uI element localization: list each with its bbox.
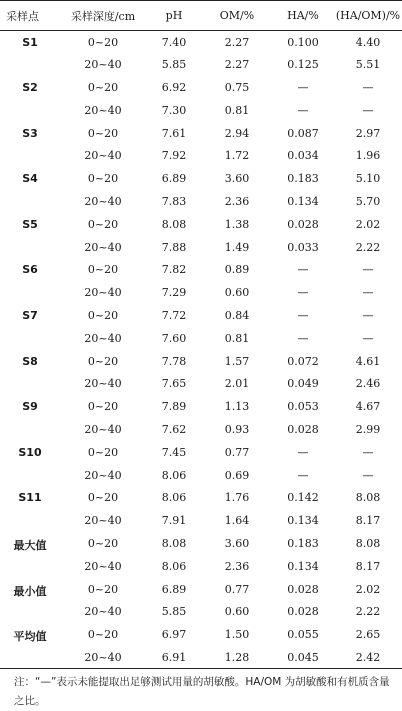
cell-om: 1.57 xyxy=(224,354,250,368)
cell-om: 1.50 xyxy=(224,628,250,642)
header-ph: pH xyxy=(146,1,202,31)
cell-om: 1.13 xyxy=(224,400,250,414)
cell-om: 0.60 xyxy=(224,605,250,619)
cell-ph: 7.45 xyxy=(161,445,187,459)
cell-site: S7 xyxy=(22,309,38,323)
cell-ha: — xyxy=(297,445,309,459)
cell-site xyxy=(0,646,60,669)
cell-ratio: 1.96 xyxy=(355,149,381,163)
cell-ha: — xyxy=(297,103,309,117)
cell-depth: 20~40 xyxy=(84,559,122,573)
cell-depth: 20~40 xyxy=(84,422,122,436)
cell-om: 1.76 xyxy=(224,491,250,505)
table-row xyxy=(0,327,402,350)
cell-ph: 6.89 xyxy=(161,172,187,186)
cell-ph: 7.60 xyxy=(161,331,187,345)
cell-ph: 7.29 xyxy=(161,286,187,300)
cell-ha: 0.142 xyxy=(287,491,319,505)
table-row xyxy=(0,623,402,646)
cell-ratio: 2.42 xyxy=(334,646,402,669)
table-footnote: 注：“—”表示未能提取出足够测试用量的胡敏酸。HA/OM 为胡敏酸和有机质含量之比。 xyxy=(14,676,390,708)
cell-ha: 0.134 xyxy=(287,559,319,573)
header-sampling-point: 采样点 xyxy=(0,1,60,31)
cell-ph: 7.92 xyxy=(161,149,187,163)
cell-om: 0.84 xyxy=(224,308,250,322)
cell-ha: — xyxy=(297,286,309,300)
cell-ratio: — xyxy=(362,80,374,94)
table-row xyxy=(0,258,402,281)
cell-ha: 0.100 xyxy=(287,35,319,49)
cell-om: 0.75 xyxy=(224,80,250,94)
cell-depth: 20~40 xyxy=(60,646,146,669)
table-row xyxy=(0,578,402,601)
cell-ha: — xyxy=(297,263,309,277)
cell-depth: 0~20 xyxy=(87,536,119,550)
table-row xyxy=(0,281,402,304)
table-row xyxy=(0,395,402,418)
cell-om: 1.64 xyxy=(224,514,250,528)
cell-om: 1.72 xyxy=(224,149,250,163)
cell-ratio: 2.99 xyxy=(355,422,381,436)
cell-site xyxy=(0,464,60,487)
cell-ratio: 5.10 xyxy=(355,172,381,186)
header-sampling-depth: 采样深度/cm xyxy=(60,1,146,31)
table-row xyxy=(0,509,402,532)
cell-om: 0.81 xyxy=(224,103,250,117)
cell-site: S2 xyxy=(22,81,38,95)
cell-ratio: 2.46 xyxy=(355,377,381,391)
cell-site: 最大值 xyxy=(13,539,47,553)
cell-depth: 20~40 xyxy=(84,468,122,482)
cell-om: 0.60 xyxy=(224,286,250,300)
cell-ph: 8.06 xyxy=(161,491,187,505)
cell-depth: 0~20 xyxy=(87,263,119,277)
cell-ha: — xyxy=(297,331,309,345)
cell-site: S6 xyxy=(22,263,38,277)
cell-site xyxy=(0,99,60,122)
cell-ha: 0.183 xyxy=(287,536,319,550)
cell-ratio: 2.65 xyxy=(355,628,381,642)
cell-ha: 0.028 xyxy=(287,605,319,619)
cell-ph: 6.92 xyxy=(161,80,187,94)
table-row xyxy=(0,555,402,578)
cell-ph: 8.08 xyxy=(161,217,187,231)
cell-ph: 5.85 xyxy=(161,605,187,619)
cell-ha: 0.034 xyxy=(287,149,319,163)
cell-om: 2.01 xyxy=(224,377,250,391)
table-row xyxy=(0,31,402,54)
cell-site: S4 xyxy=(22,172,38,186)
cell-depth: 20~40 xyxy=(84,514,122,528)
cell-depth: 20~40 xyxy=(84,194,122,208)
cell-ph: 7.62 xyxy=(161,422,187,436)
cell-ph: 7.78 xyxy=(161,354,187,368)
cell-ph: 8.06 xyxy=(161,468,187,482)
cell-ph: 8.06 xyxy=(161,559,187,573)
header-ha-om-ratio: (HA/OM)/% xyxy=(334,1,402,31)
table-row xyxy=(0,372,402,395)
cell-depth: 20~40 xyxy=(84,58,122,72)
cell-om: 2.27 xyxy=(224,35,250,49)
cell-depth: 20~40 xyxy=(84,103,122,117)
table-row xyxy=(0,646,402,669)
cell-ph: 6.97 xyxy=(161,628,187,642)
cell-ph: 7.40 xyxy=(161,35,187,49)
cell-ha: — xyxy=(297,468,309,482)
table-row xyxy=(0,304,402,327)
cell-ratio: 8.08 xyxy=(355,536,381,550)
cell-site xyxy=(0,372,60,395)
cell-depth: 0~20 xyxy=(87,172,119,186)
table-row xyxy=(0,99,402,122)
cell-site xyxy=(0,236,60,259)
cell-site xyxy=(0,555,60,578)
cell-ha: 0.055 xyxy=(287,628,319,642)
cell-site: S11 xyxy=(18,491,42,505)
cell-ha: 0.028 xyxy=(287,217,319,231)
cell-ha: 0.053 xyxy=(287,400,319,414)
cell-om: 2.36 xyxy=(224,559,250,573)
cell-ratio: 2.97 xyxy=(355,126,381,140)
cell-ha: — xyxy=(297,308,309,322)
cell-ratio: 2.02 xyxy=(355,582,381,596)
cell-ph: 7.82 xyxy=(161,263,187,277)
cell-ratio: 5.51 xyxy=(355,58,381,72)
cell-ratio: 2.22 xyxy=(355,240,381,254)
cell-site xyxy=(0,600,60,623)
cell-ratio: 4.61 xyxy=(355,354,381,368)
cell-ha: 0.134 xyxy=(287,514,319,528)
table-row xyxy=(0,190,402,213)
table-row xyxy=(0,53,402,76)
cell-ratio: 8.08 xyxy=(355,491,381,505)
cell-ha: 0.072 xyxy=(287,354,319,368)
table-row xyxy=(0,76,402,99)
cell-site xyxy=(0,327,60,350)
cell-site: S9 xyxy=(22,400,38,414)
table-row xyxy=(0,213,402,236)
cell-om: 0.77 xyxy=(224,445,250,459)
cell-om: 0.69 xyxy=(224,468,250,482)
cell-site: S1 xyxy=(22,36,38,49)
cell-depth: 0~20 xyxy=(87,126,119,140)
table-row xyxy=(0,418,402,441)
cell-site xyxy=(0,509,60,532)
cell-depth: 0~20 xyxy=(87,582,119,596)
cell-ha: — xyxy=(297,80,309,94)
cell-ratio: — xyxy=(362,308,374,322)
cell-depth: 0~20 xyxy=(87,308,119,322)
table-row xyxy=(0,236,402,259)
cell-site: 最小值 xyxy=(13,584,47,598)
cell-ph: 8.08 xyxy=(161,536,187,550)
table-row xyxy=(0,167,402,190)
table-header-row xyxy=(0,1,402,31)
cell-ph: 6.89 xyxy=(161,582,187,596)
cell-om: 0.93 xyxy=(224,422,250,436)
cell-ha: 0.045 xyxy=(272,646,334,669)
table-row xyxy=(0,486,402,509)
cell-ha: 0.033 xyxy=(287,240,319,254)
cell-depth: 20~40 xyxy=(84,377,122,391)
cell-ph: 7.89 xyxy=(161,400,187,414)
cell-site: S5 xyxy=(22,217,38,231)
table-row xyxy=(0,441,402,464)
cell-ratio: 4.67 xyxy=(355,400,381,414)
cell-ratio: 2.22 xyxy=(355,605,381,619)
cell-depth: 0~20 xyxy=(87,80,119,94)
cell-ha: 0.183 xyxy=(287,172,319,186)
cell-ha: 0.134 xyxy=(287,194,319,208)
cell-depth: 0~20 xyxy=(87,445,119,459)
cell-om: 0.81 xyxy=(224,331,250,345)
cell-ph: 7.88 xyxy=(161,240,187,254)
cell-site: S8 xyxy=(22,354,38,368)
cell-site xyxy=(0,144,60,167)
table-row xyxy=(0,464,402,487)
cell-depth: 0~20 xyxy=(87,628,119,642)
cell-ph: 7.65 xyxy=(161,377,187,391)
cell-ph: 5.85 xyxy=(161,58,187,72)
cell-ratio: 2.02 xyxy=(355,217,381,231)
cell-ratio: — xyxy=(362,331,374,345)
cell-ha: 0.125 xyxy=(287,58,319,72)
cell-depth: 20~40 xyxy=(84,605,122,619)
cell-om: 3.60 xyxy=(224,536,250,550)
cell-ratio: 5.70 xyxy=(355,194,381,208)
cell-depth: 0~20 xyxy=(87,491,119,505)
cell-ratio: 8.17 xyxy=(355,514,381,528)
cell-ratio: — xyxy=(362,263,374,277)
cell-site: S10 xyxy=(18,445,42,459)
cell-depth: 0~20 xyxy=(87,217,119,231)
cell-site: 平均值 xyxy=(13,630,47,644)
cell-site xyxy=(0,418,60,441)
cell-site xyxy=(0,53,60,76)
cell-om: 3.60 xyxy=(224,172,250,186)
cell-depth: 20~40 xyxy=(84,331,122,345)
table-row xyxy=(0,122,402,145)
cell-om: 1.49 xyxy=(224,240,250,254)
cell-ratio: — xyxy=(362,286,374,300)
cell-depth: 0~20 xyxy=(87,354,119,368)
cell-om: 2.94 xyxy=(224,126,250,140)
cell-ph: 7.30 xyxy=(161,103,187,117)
cell-ha: 0.028 xyxy=(287,422,319,436)
cell-ph: 7.72 xyxy=(161,308,187,322)
cell-ph: 7.61 xyxy=(161,126,187,140)
cell-depth: 20~40 xyxy=(84,286,122,300)
cell-ha: 0.087 xyxy=(287,126,319,140)
cell-ph: 7.83 xyxy=(161,194,187,208)
cell-ratio: 4.40 xyxy=(355,35,381,49)
cell-om: 0.77 xyxy=(224,582,250,596)
table-row xyxy=(0,350,402,373)
table-row xyxy=(0,600,402,623)
cell-ratio: — xyxy=(362,445,374,459)
cell-ratio: 8.17 xyxy=(355,559,381,573)
cell-ph: 6.91 xyxy=(146,646,202,669)
cell-om: 1.38 xyxy=(224,217,250,231)
cell-om: 1.28 xyxy=(202,646,272,669)
cell-depth: 20~40 xyxy=(84,240,122,254)
cell-ha: 0.028 xyxy=(287,582,319,596)
table-row xyxy=(0,532,402,555)
cell-om: 2.27 xyxy=(224,58,250,72)
header-om: OM/% xyxy=(202,1,272,31)
cell-ph: 7.91 xyxy=(161,514,187,528)
cell-site xyxy=(0,281,60,304)
cell-site: S3 xyxy=(22,126,38,140)
cell-depth: 20~40 xyxy=(84,149,122,163)
cell-depth: 0~20 xyxy=(87,400,119,414)
cell-ratio: — xyxy=(362,103,374,117)
table-body xyxy=(0,31,402,669)
cell-ratio: — xyxy=(362,468,374,482)
table-row xyxy=(0,144,402,167)
header-ha: HA/% xyxy=(272,1,334,31)
cell-ha: 0.049 xyxy=(287,377,319,391)
cell-site xyxy=(0,190,60,213)
cell-om: 0.89 xyxy=(224,263,250,277)
cell-depth: 0~20 xyxy=(87,35,119,49)
cell-om: 2.36 xyxy=(224,194,250,208)
